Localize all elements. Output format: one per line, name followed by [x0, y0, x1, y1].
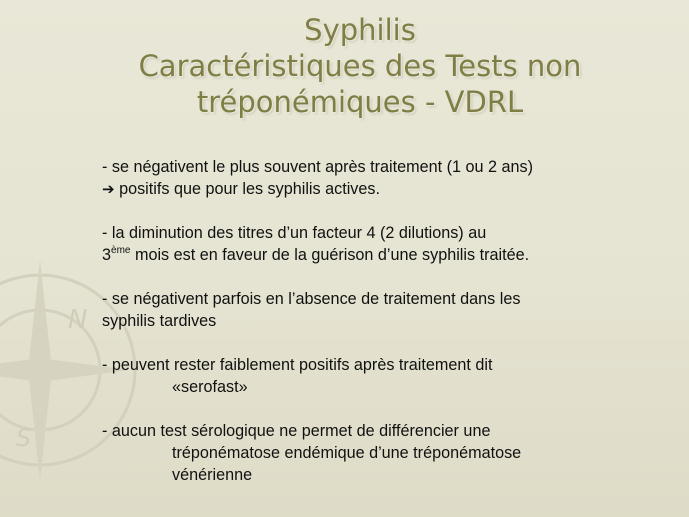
- title-line-1: Syphilis: [304, 13, 416, 47]
- bullet-2: [102, 222, 662, 266]
- bullet-3-line-2: syphilis tardives: [102, 312, 217, 330]
- bullet-4-line-1: - peuvent rester faiblement positifs après traitement dit: [102, 356, 493, 374]
- bullet-2-line-2: [102, 244, 662, 266]
- bullet-2-ordinal-suffix: ème: [111, 244, 131, 256]
- bullet-1-line-2-text: positifs que pour les syphilis actives.: [114, 180, 380, 198]
- bullet-1: [102, 156, 662, 200]
- bullet-4: [102, 354, 662, 398]
- bullet-1-line-2: [102, 178, 662, 200]
- arrow-right-icon: ➔: [102, 180, 115, 198]
- bullet-3-line-1: - se négativent parfois en l’absence de traitement dans les: [102, 290, 521, 308]
- compass-letter-n: N: [68, 305, 88, 335]
- title-line-2: Caractéristiques des Tests non: [138, 49, 582, 83]
- bullet-5-line-3: vénérienne: [172, 466, 253, 484]
- bullet-5: [102, 420, 662, 486]
- compass-letter-s: S: [16, 424, 32, 452]
- bullet-3: [102, 288, 662, 332]
- bullet-4-line-2: «serofast»: [172, 378, 248, 396]
- slide-title: [40, 12, 680, 120]
- slide-body: [102, 156, 662, 508]
- bullet-5-line-1: - aucun test sérologique ne permet de différencier une: [102, 422, 491, 440]
- bullet-5-line-2: tréponématose endémique d’une tréponématose: [172, 444, 522, 462]
- bullet-1-line-1: - se négativent le plus souvent après traitement (1 ou 2 ans): [102, 158, 534, 176]
- bullet-2-line-1: - la diminution des titres d’un facteur 4 (2 dilutions) au: [102, 224, 487, 242]
- bullet-2-line-2-text: mois est en faveur de la guérison d’une syphilis traitée.: [130, 246, 530, 264]
- bullet-2-ordinal-number: 3: [102, 246, 112, 264]
- title-line-3: tréponémiques - VDRL: [196, 85, 524, 119]
